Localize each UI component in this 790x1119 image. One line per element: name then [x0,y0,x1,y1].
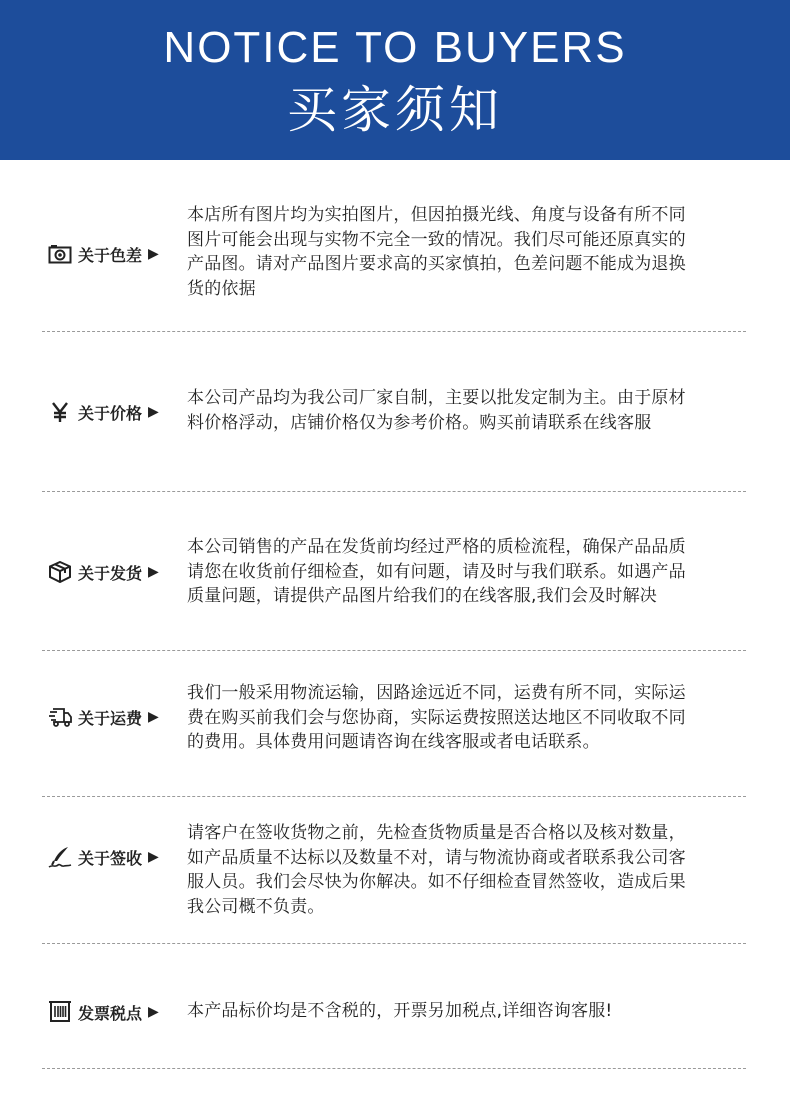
section-text [187,681,747,755]
section-text-line: 请您在收货前仔细检查，如有问题，请及时与我们联系。如遇产品 [187,561,686,582]
section-text [187,821,747,919]
section-text-line: 费在购买前我们会与您协商，实际运费按照送达地区不同收取不同 [187,707,686,728]
section-text-line: 图片可能会出现与实物不完全一致的情况。我们尽可能还原真实的 [187,229,686,250]
divider [42,331,746,332]
arrow-right-icon: ▶ [148,709,159,725]
section-text-line: 请客户在签收货物之前，先检查货物质量是否合格以及核对数量， [187,823,686,843]
arrow-right-icon: ▶ [148,1004,159,1020]
section-label [48,845,180,869]
section-label-text: 关于价格 [78,403,143,423]
section-text-line: 料价格浮动，店铺价格仅为参考价格。购买前请联系在线客服 [187,412,652,433]
section-text-line: 产品图。请对产品图片要求高的买家慎拍，色差问题不能成为退换 [187,254,686,274]
yen-icon [48,401,72,423]
divider [42,943,746,944]
divider [42,650,746,651]
invoice-barcode-icon [48,1001,72,1023]
section-text-line: 我们一般采用物流运输，因路途远近不同，运费有所不同，实际运 [187,683,686,703]
section-text [187,999,747,1024]
header-banner [0,0,790,160]
section-text-line: 货的依据 [187,278,256,299]
section-label [48,560,180,584]
section-label-text: 关于发货 [78,563,143,583]
camera-icon [48,243,72,265]
section-text-line: 本产品标价均是不含税的，开票另加税点,详细咨询客服! [187,1001,613,1021]
divider [42,491,746,492]
section-text-line: 质量问题，请提供产品图片给我们的在线客服,我们会及时解决 [187,586,658,606]
title-chinese: 买家须知 [287,81,503,139]
section-text [187,386,747,435]
delivery-truck-icon [48,706,72,728]
section-text-line: 的费用。具体费用问题请咨询在线客服或者电话联系。 [187,732,600,752]
title-english: NOTICE TO BUYERS [163,23,627,72]
section-label-text: 发票税点 [78,1003,143,1023]
section-label [48,400,180,424]
arrow-right-icon: ▶ [148,564,159,580]
divider [42,796,746,797]
arrow-right-icon: ▶ [148,246,159,262]
section-label-text: 关于色差 [78,245,143,265]
package-icon [48,561,72,583]
section-label-text: 关于签收 [78,848,143,868]
section-text [187,535,747,609]
section-text-line: 本公司产品均为我公司厂家自制，主要以批发定制为主。由于原材 [187,388,686,408]
section-text-line: 本店所有图片均为实拍图片，但因拍摄光线、角度与设备有所不同 [187,205,686,225]
divider [42,1068,746,1069]
section-label [48,1000,180,1024]
section-text-line: 如产品质量不达标以及数量不对，请与物流协商或者联系我公司客 [187,847,686,868]
section-label [48,242,180,266]
signature-pen-icon [48,846,72,868]
section-label [48,705,180,729]
arrow-right-icon: ▶ [148,849,159,865]
section-text-line: 我公司概不负责。 [187,896,325,917]
section-text-line: 服人员。我们会尽快为你解决。如不仔细检查冒然签收，造成后果 [187,872,686,892]
section-label-text: 关于运费 [78,708,143,728]
arrow-right-icon: ▶ [148,404,159,420]
section-text [187,203,747,301]
section-text-line: 本公司销售的产品在发货前均经过严格的质检流程，确保产品品质 [187,537,686,557]
